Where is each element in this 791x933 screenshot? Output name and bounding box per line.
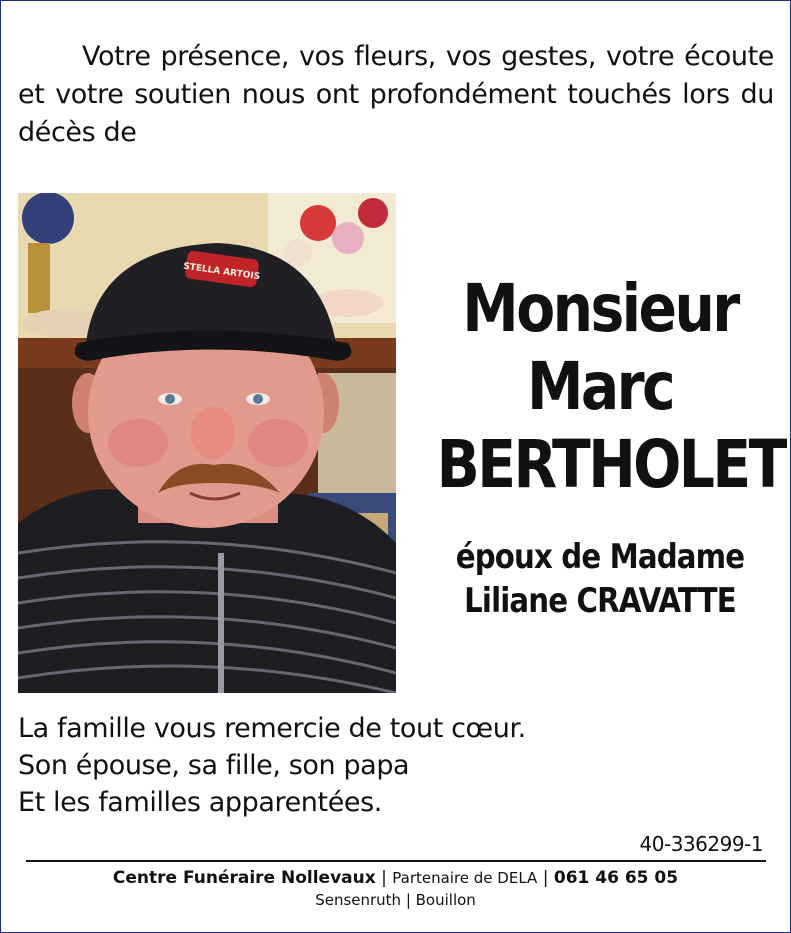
name-last: BERTHOLET [436,426,785,503]
footer-locations: Sensenruth | Bouillon [315,891,476,909]
portrait-illustration [18,193,396,693]
spouse-info [437,535,764,623]
intro-paragraph: Votre présence, vos fleurs, vos gestes, votre écoute et votre soutien nous ont profondément touchés lors du décès de [18,41,774,148]
name-title: Monsieur [462,270,738,347]
name-first: Marc [526,348,674,425]
reference-number: 40-336299-1 [639,832,763,856]
spouse-line-1: époux de Madame [455,537,745,577]
intro-text [18,38,774,152]
footer-partner: Partenaire de DELA [392,869,538,887]
spouse-line-2: Liliane CRAVATTE [464,581,736,621]
thanks-block [18,710,778,821]
footer-company-line [0,866,791,890]
thanks-line-2: Son épouse, sa fille, son papa [18,750,410,781]
footer-separator-1: | [381,868,387,888]
portrait-photo [18,193,396,693]
deceased-name [410,270,790,504]
thanks-line-1: La famille vous remercie de tout cœur. [18,713,526,744]
thanks-line-3: Et les familles apparentées. [18,787,382,818]
cap-logo: STELLA ARTOIS [182,261,261,283]
divider [26,860,766,862]
footer-phone: 061 46 65 05 [553,868,679,888]
footer-company: Centre Funéraire Nollevaux [112,868,376,888]
footer-separator-2: | [542,868,549,888]
